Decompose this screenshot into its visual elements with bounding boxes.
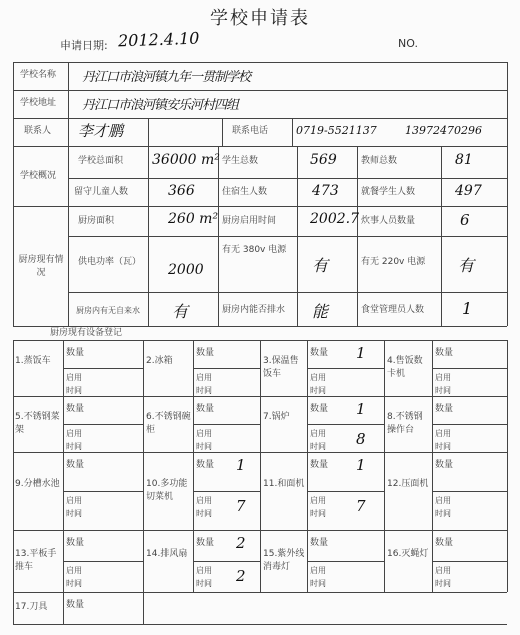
equipment-name: 11.和面机 bbox=[263, 479, 305, 489]
equipment-qty-label: 数量 bbox=[310, 538, 329, 548]
equipment-name: 10.多功能切菜机 bbox=[146, 479, 188, 502]
equipment-name: 3.保温售饭车 bbox=[263, 356, 299, 379]
equipment-qty-value: 1 bbox=[356, 456, 366, 474]
contact-label: 联系人 bbox=[24, 126, 52, 136]
tap-water-value: 有 bbox=[172, 302, 189, 321]
equipment-qty-label: 数量 bbox=[435, 460, 454, 470]
contact-value: 李才鹏 bbox=[78, 122, 124, 140]
equipment-qty-label: 数量 bbox=[310, 348, 329, 358]
equipment-qty-label: 数量 bbox=[196, 348, 215, 358]
equipment-time-label: 启用时间 bbox=[310, 566, 326, 588]
boarding-label: 住宿生人数 bbox=[222, 187, 268, 197]
v220-value: 有 bbox=[458, 256, 475, 275]
equipment-time-value: 8 bbox=[356, 430, 366, 448]
equipment-name: 12.压面机 bbox=[387, 479, 429, 489]
equipment-name: 7.锅炉 bbox=[263, 412, 290, 422]
equipment-time-label: 启用时间 bbox=[66, 429, 82, 451]
phone-value-2: 13972470296 bbox=[405, 124, 482, 137]
kitchen-start-value: 2002.7 bbox=[310, 211, 359, 227]
equipment-time-value: 7 bbox=[356, 497, 366, 515]
overview-label: 学校概况 bbox=[20, 171, 57, 181]
dining-value: 497 bbox=[455, 183, 482, 199]
equipment-name: 14.排风扇 bbox=[146, 549, 188, 559]
cook-staff-value: 6 bbox=[460, 211, 470, 229]
form-number-label: NO. bbox=[398, 37, 418, 50]
equipment-qty-label: 数量 bbox=[196, 404, 215, 414]
equipment-name: 5.不锈钢菜架 bbox=[15, 412, 60, 435]
equipment-time-label: 启用时间 bbox=[310, 373, 326, 395]
cook-staff-label: 炊事人员数量 bbox=[361, 216, 416, 226]
equipment-qty-label: 数量 bbox=[435, 348, 454, 358]
equipment-name: 4.售饭数卡机 bbox=[387, 356, 423, 379]
equipment-qty-value: 1 bbox=[236, 456, 246, 474]
equipment-time-label: 启用时间 bbox=[310, 496, 326, 518]
area-label: 学校总面积 bbox=[78, 156, 124, 166]
apply-date-label: 申请日期: bbox=[60, 39, 108, 52]
equipment-name: 9.分槽水池 bbox=[15, 479, 60, 489]
equipment-time-label: 启用时间 bbox=[435, 429, 451, 451]
tap-water-label: 厨房内有无自来水 bbox=[76, 306, 140, 315]
equipment-name: 16.灭蝇灯 bbox=[387, 549, 429, 559]
v380-label: 有无 380v 电源 bbox=[222, 245, 287, 255]
school-address-label: 学校地址 bbox=[20, 98, 57, 108]
equipment-qty-label: 数量 bbox=[66, 600, 85, 610]
school-name-value: 丹江口市浪河镇九年一贯制学校 bbox=[82, 70, 251, 85]
equipment-qty-label: 数量 bbox=[310, 460, 329, 470]
teachers-label: 教师总数 bbox=[361, 156, 398, 166]
equipment-time-label: 启用时间 bbox=[310, 429, 326, 451]
left-behind-label: 留守儿童人数 bbox=[74, 187, 129, 197]
phone-value-1: 0719-5521137 bbox=[296, 124, 377, 137]
kitchen-area-value: 260 m² bbox=[168, 211, 219, 227]
equipment-name: 17.刀具 bbox=[15, 602, 48, 612]
equipment-time-label: 启用时间 bbox=[196, 496, 212, 518]
drainage-label: 厨房内能否排水 bbox=[222, 305, 286, 315]
equipment-qty-label: 数量 bbox=[435, 404, 454, 414]
equipment-time-label: 启用时间 bbox=[196, 373, 212, 395]
v380-value: 有 bbox=[312, 256, 329, 275]
equipment-title: 厨房现有设备登记 bbox=[50, 328, 123, 338]
teachers-value: 81 bbox=[455, 152, 473, 168]
equipment-name: 6.不锈钢碗柜 bbox=[146, 412, 191, 435]
v220-label: 有无 220v 电源 bbox=[361, 257, 426, 267]
area-value: 36000 m² bbox=[152, 152, 220, 168]
equipment-time-value: 2 bbox=[236, 567, 246, 585]
equipment-time-label: 启用时间 bbox=[66, 373, 82, 395]
canteen-mgmt-value: 1 bbox=[462, 299, 473, 318]
students-label: 学生总数 bbox=[222, 156, 259, 166]
equipment-name: 13.平板手推车 bbox=[15, 549, 57, 572]
equipment-qty-label: 数量 bbox=[435, 538, 454, 548]
equipment-qty-label: 数量 bbox=[66, 538, 85, 548]
drainage-value: 能 bbox=[312, 302, 329, 321]
boarding-value: 473 bbox=[312, 183, 339, 199]
equipment-name: 2.冰箱 bbox=[146, 356, 173, 366]
equipment-time-label: 启用时间 bbox=[435, 496, 451, 518]
form-title: 学校申请表 bbox=[210, 8, 310, 29]
school-address-value: 丹江口市浪河镇安乐河村四组 bbox=[82, 98, 239, 113]
equipment-qty-label: 数量 bbox=[66, 404, 85, 414]
kitchen-area-label: 厨房面积 bbox=[78, 216, 115, 226]
equipment-qty-value: 1 bbox=[356, 344, 366, 362]
equipment-qty-label: 数量 bbox=[196, 538, 215, 548]
apply-date-value: 2012.4.10 bbox=[117, 28, 200, 51]
equipment-time-label: 启用时间 bbox=[66, 496, 82, 518]
equipment-time-label: 启用时间 bbox=[66, 566, 82, 588]
equipment-qty-value: 2 bbox=[236, 534, 246, 552]
canteen-mgmt-label: 食堂管理员人数 bbox=[361, 305, 425, 315]
equipment-name: 8.不锈钢操作台 bbox=[387, 412, 423, 435]
equipment-time-value: 7 bbox=[236, 497, 246, 515]
left-behind-value: 366 bbox=[168, 183, 195, 199]
kitchen-label: 厨房现有情况 bbox=[18, 255, 64, 278]
dining-label: 就餐学生人数 bbox=[361, 187, 416, 197]
school-name-label: 学校名称 bbox=[20, 70, 57, 80]
equipment-qty-value: 1 bbox=[356, 400, 366, 418]
students-value: 569 bbox=[310, 152, 337, 168]
power-label: 供电功率（瓦） bbox=[78, 257, 142, 267]
equipment-time-label: 启用时间 bbox=[196, 429, 212, 451]
equipment-qty-label: 数量 bbox=[310, 404, 329, 414]
equipment-qty-label: 数量 bbox=[66, 348, 85, 358]
equipment-name: 15.紫外线消毒灯 bbox=[263, 549, 305, 572]
equipment-time-label: 启用时间 bbox=[196, 566, 212, 588]
equipment-name: 1.蒸饭车 bbox=[15, 356, 51, 366]
phone-label: 联系电话 bbox=[232, 126, 269, 136]
power-value: 2000 bbox=[168, 262, 204, 278]
equipment-time-label: 启用时间 bbox=[435, 373, 451, 395]
equipment-time-label: 启用时间 bbox=[435, 566, 451, 588]
kitchen-start-label: 厨房启用时间 bbox=[222, 216, 277, 226]
equipment-qty-label: 数量 bbox=[66, 460, 85, 470]
equipment-qty-label: 数量 bbox=[196, 460, 215, 470]
